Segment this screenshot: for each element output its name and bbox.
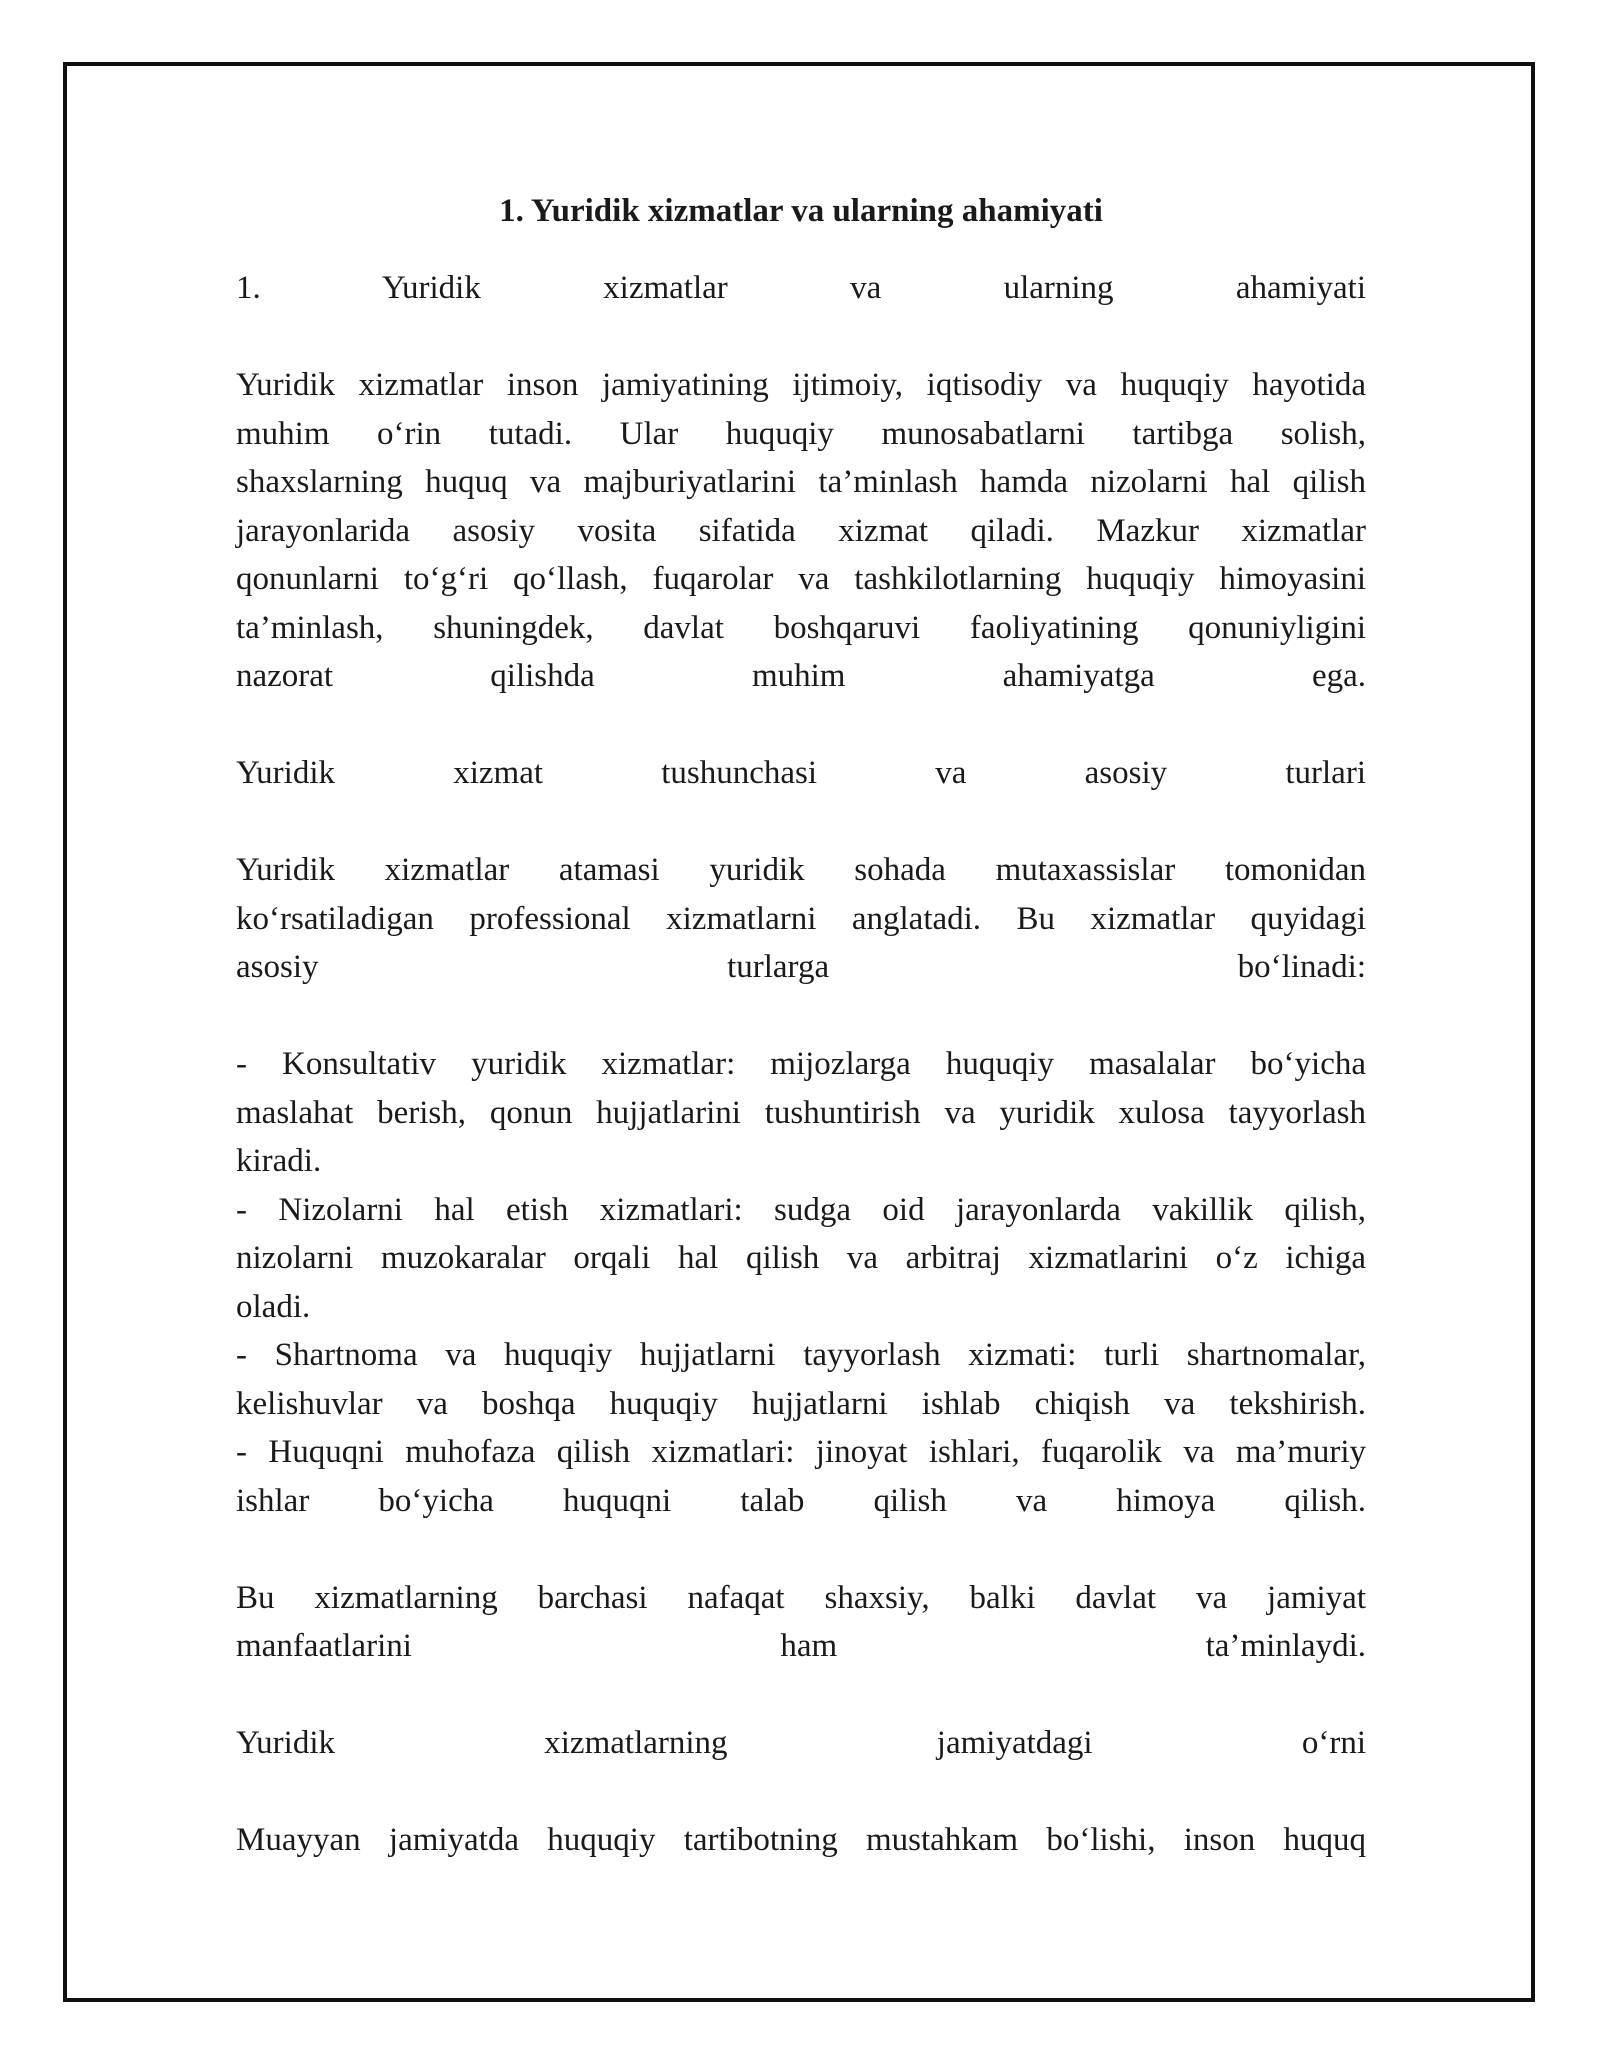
text-line: - Nizolarni hal etish xizmatlari: sudga oid jarayonlarda vakillik qilish,	[236, 1191, 1366, 1228]
text-line: qonunlarni to‘g‘ri qo‘llash, fuqarolar va tashkilotlarning huquqiy himoyasini	[236, 561, 1366, 597]
blank-line	[236, 1768, 1366, 1817]
text-line: Yuridik xizmat tushunchasi va asosiy turlari	[236, 755, 1366, 791]
text-line: oladi.	[236, 1288, 311, 1325]
text-line: Muayyan jamiyatda huquqiy tartibotning mustahkam bo‘lishi, inson huquq	[236, 1822, 1366, 1858]
text-line: nazorat qilishda muhim ahamiyatga ega.	[236, 658, 1366, 694]
text-line: Bu xizmatlarning barchasi nafaqat shaxsiy, balki davlat va jamiyat	[236, 1579, 1366, 1616]
text-line: nizolarni muzokaralar orqali hal qilish va arbitraj xizmatlarini o‘z ichiga	[236, 1240, 1366, 1276]
text-line: maslahat berish, qonun hujjatlarini tushuntirish va yuridik xulosa tayyorlash	[236, 1094, 1366, 1131]
blank-line	[236, 798, 1366, 847]
text-line: - Konsultativ yuridik xizmatlar: mijozlarga huquqiy masalalar bo‘yicha	[236, 1046, 1366, 1082]
blank-line	[236, 701, 1366, 750]
text-line: kiradi.	[236, 1143, 322, 1179]
text-line: 1. Yuridik xizmatlar va ularning ahamiyati	[236, 270, 1366, 306]
text-line: kelishuvlar va boshqa huquqiy hujjatlarni ishlab chiqish va tekshirish.	[236, 1385, 1366, 1422]
title-spacing	[236, 239, 1366, 264]
text-line: - Shartnoma va huquqiy hujjatlarni tayyorlash xizmati: turli shartnomalar,	[236, 1337, 1366, 1373]
text-line: Yuridik xizmatlarning jamiyatdagi o‘rni	[236, 1725, 1366, 1761]
text-line: ko‘rsatiladigan professional xizmatlarni anglatadi. Bu xizmatlar quyidagi	[236, 900, 1366, 937]
blank-line	[236, 1671, 1366, 1720]
text-line: - Huquqni muhofaza qilish xizmatlari: jinoyat ishlari, fuqarolik va ma’muriy	[236, 1434, 1366, 1470]
blank-line	[236, 992, 1366, 1041]
text-line: asosiy turlarga bo‘linadi:	[236, 949, 1366, 985]
document-body	[236, 183, 1366, 1865]
text-line: Yuridik xizmatlar inson jamiyatining ijtimoiy, iqtisodiy va huquqiy hayotida	[236, 367, 1366, 403]
text-line: ishlar bo‘yicha huquqni talab qilish va himoya qilish.	[236, 1482, 1366, 1519]
document-lines	[236, 264, 1366, 1865]
blank-line	[236, 313, 1366, 362]
text-line: manfaatlarini ham ta’minlaydi.	[236, 1628, 1366, 1664]
text-line: jarayonlarida asosiy vosita sifatida xizmat qiladi. Mazkur xizmatlar	[236, 512, 1366, 549]
text-line: shaxslarning huquq va majburiyatlarini ta’minlash hamda nizolarni hal qilish	[236, 464, 1366, 500]
text-line: ta’minlash, shuningdek, davlat boshqaruvi faoliyatining qonuniyligini	[236, 609, 1366, 646]
blank-line	[236, 1525, 1366, 1574]
document-title: 1. Yuridik xizmatlar va ularning ahamiyati	[499, 193, 1103, 229]
text-line: Yuridik xizmatlar atamasi yuridik sohada mutaxassislar tomonidan	[236, 852, 1366, 888]
text-line: muhim o‘rin tutadi. Ular huquqiy munosabatlarni tartibga solish,	[236, 415, 1366, 452]
